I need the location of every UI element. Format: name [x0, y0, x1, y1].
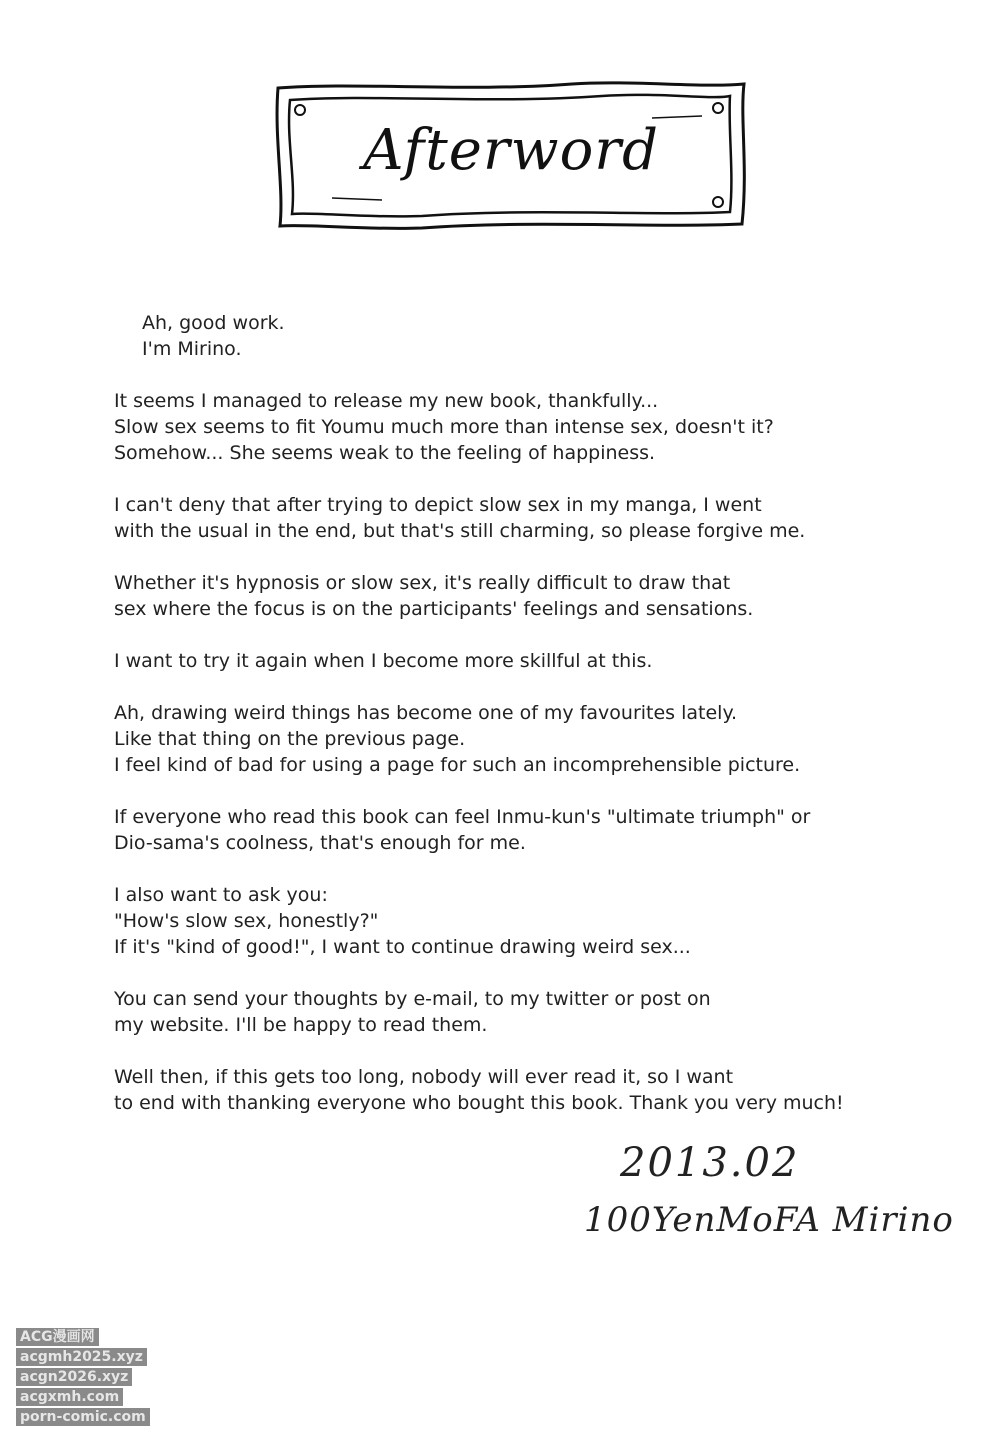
paragraph — [114, 700, 974, 778]
paragraph — [114, 804, 974, 856]
afterword-sign — [272, 78, 750, 230]
text-line: Ah, drawing weird things has become one of my favourites lately. — [114, 702, 738, 724]
afterword-body — [114, 310, 974, 1142]
text-line: Slow sex seems to fit Youmu much more than intense sex, doesn't it? — [114, 416, 774, 438]
page-title: Afterword — [363, 118, 659, 183]
text-line: my website. I'll be happy to read them. — [114, 1014, 488, 1036]
text-line: You can send your thoughts by e-mail, to my twitter or post on — [114, 988, 711, 1010]
signature-date: 2013.02 — [620, 1140, 800, 1186]
text-line: Well then, if this gets too long, nobody will ever read it, so I want — [114, 1066, 734, 1088]
text-line: If it's "kind of good!", I want to continue drawing weird sex... — [114, 936, 691, 958]
watermark-line: ACG漫画网 — [16, 1328, 99, 1346]
text-line: I want to try it again when I become more skillful at this. — [114, 650, 653, 672]
text-line: It seems I managed to release my new book, thankfully... — [114, 390, 659, 412]
text-line: with the usual in the end, but that's still charming, so please forgive me. — [114, 520, 806, 542]
paragraph — [114, 570, 974, 622]
paragraph — [114, 986, 974, 1038]
signature-name: 100YenMoFA Mirino — [584, 1200, 954, 1240]
text-line: Dio-sama's coolness, that's enough for me. — [114, 832, 526, 854]
text-line: Ah, good work. — [142, 312, 285, 334]
paragraph — [114, 388, 974, 466]
watermark-line: acgn2026.xyz — [16, 1368, 132, 1386]
text-line: I feel kind of bad for using a page for such an incomprehensible picture. — [114, 754, 801, 776]
text-line: Like that thing on the previous page. — [114, 728, 466, 750]
text-line: I also want to ask you: — [114, 884, 328, 906]
text-line: "How's slow sex, honestly?" — [114, 910, 379, 932]
paragraph — [114, 492, 974, 544]
watermark-line: acgmh2025.xyz — [16, 1348, 147, 1366]
text-line: If everyone who read this book can feel Inmu-kun's "ultimate triumph" or — [114, 806, 811, 828]
text-line: sex where the focus is on the participants' feelings and sensations. — [114, 598, 754, 620]
watermark-line: acgxmh.com — [16, 1388, 123, 1406]
watermark-line: porn-comic.com — [16, 1408, 150, 1426]
paragraph — [114, 1064, 974, 1116]
text-line: Somehow... She seems weak to the feeling of happiness. — [114, 442, 656, 464]
paragraph — [114, 310, 974, 362]
paragraph — [114, 648, 974, 674]
paragraph — [114, 882, 974, 960]
text-line: to end with thanking everyone who bought this book. Thank you very much! — [114, 1092, 844, 1114]
text-line: I'm Mirino. — [142, 338, 242, 360]
text-line: I can't deny that after trying to depict slow sex in my manga, I went — [114, 494, 762, 516]
site-watermark — [16, 1328, 156, 1428]
text-line: Whether it's hypnosis or slow sex, it's really difficult to draw that — [114, 572, 731, 594]
